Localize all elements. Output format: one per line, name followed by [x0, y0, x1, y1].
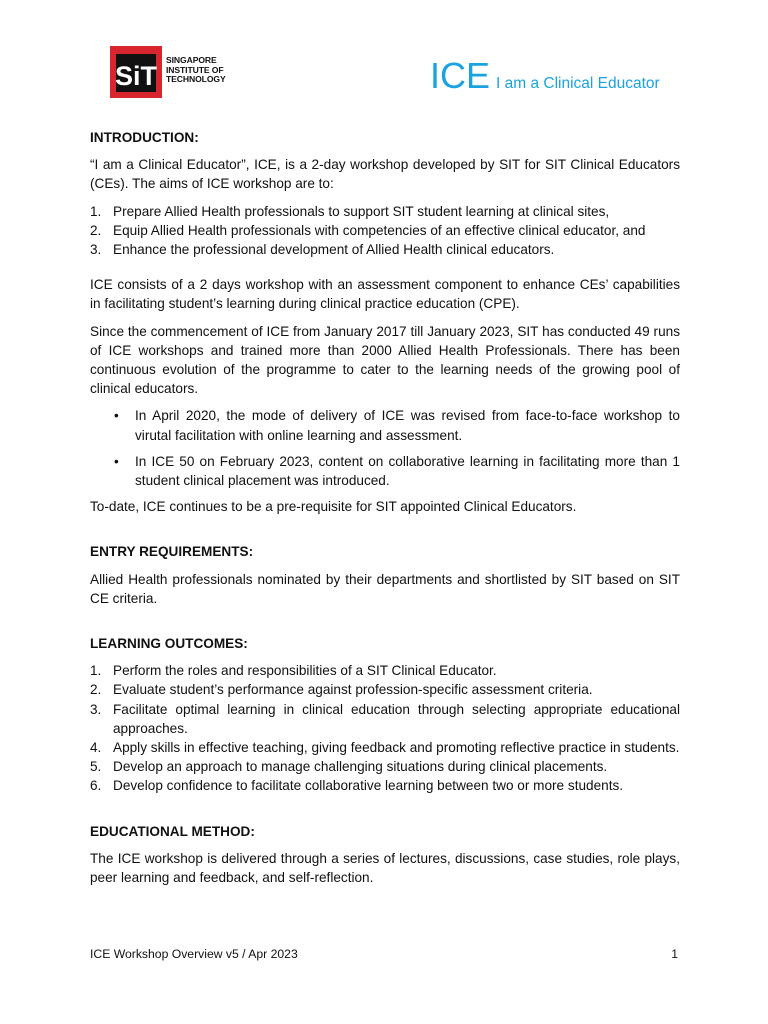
list-text: Enhance the professional development of Allied Health clinical educators. — [113, 242, 555, 258]
introduction-paragraph-2: ICE consists of a 2 days workshop with an assessment component to enhance CEs’ capabilities in facilitating student’s learning during clinical practice education (CPE). — [90, 277, 680, 312]
bullet-icon: • — [114, 453, 119, 469]
list-text: Facilitate optimal learning in clinical education through selecting appropriate educational approaches. — [113, 701, 680, 736]
list-number: 1. — [90, 203, 102, 219]
list-item — [90, 406, 680, 444]
list-number: 5. — [90, 759, 102, 775]
footer-document-label: ICE Workshop Overview v5 / Apr 2023 — [90, 947, 298, 961]
list-text: Apply skills in effective teaching, giving feedback and promoting reflective practice in students. — [113, 740, 680, 756]
logo-wordmark — [166, 56, 226, 85]
list-text: Prepare Allied Health professionals to support SIT student learning at clinical sites, — [113, 203, 610, 219]
list-item — [90, 738, 680, 757]
list-item — [90, 202, 680, 221]
list-item — [90, 757, 680, 776]
list-text: Develop confidence to facilitate collaborative learning between two or more students. — [113, 778, 624, 794]
list-text: In ICE 50 on February 2023, content on collaborative learning in facilitating more than 1 student clinical placement was introduced. — [135, 453, 680, 489]
aims-list — [90, 202, 680, 260]
list-text: In April 2020, the mode of delivery of ICE was revised from face-to-face workshop to virutal facilitation with online learning and assessment. — [135, 408, 680, 443]
list-number: 1. — [90, 663, 102, 679]
list-number: 2. — [90, 682, 102, 698]
list-text: Perform the roles and responsibilities of a SIT Clinical Educator. — [113, 663, 497, 679]
page-footer — [90, 946, 680, 962]
educational-method-heading: EDUCATIONAL METHOD: — [90, 823, 255, 839]
learning-outcomes-heading: LEARNING OUTCOMES: — [90, 636, 248, 652]
document-body — [90, 128, 680, 887]
entry-requirements-heading: ENTRY REQUIREMENTS: — [90, 544, 254, 560]
learning-outcomes-list — [90, 661, 680, 795]
evolution-bullet-list — [90, 406, 680, 490]
list-text: Evaluate student’s performance against profession-specific assessment criteria. — [113, 682, 593, 698]
list-item — [90, 776, 680, 795]
logo-line-2: INSTITUTE OF — [166, 64, 224, 75]
logo-line-1: SINGAPORE — [166, 55, 217, 65]
introduction-heading: INTRODUCTION: — [90, 130, 199, 145]
logo-line-3: TECHNOLOGY — [166, 74, 226, 84]
introduction-paragraph-3: Since the commencement of ICE from January 2017 till January 2023, SIT has conducted 49 runs of ICE workshops and trained more than 2000 Allied Health Professionals. There has been continuous evolution of the programme to cater to the learning needs of the growing pool of clinical educators. — [90, 323, 680, 397]
list-number: 3. — [90, 701, 102, 717]
list-number: 3. — [90, 242, 102, 258]
brand-title: ICE — [430, 55, 491, 96]
sit-logo — [110, 46, 225, 98]
brand-subtitle: I am a Clinical Educator — [496, 75, 660, 92]
list-item — [90, 680, 680, 699]
introduction-paragraph-4: To-date, ICE continues to be a pre-requisite for SIT appointed Clinical Educators. — [90, 499, 577, 515]
list-number: 6. — [90, 778, 102, 794]
page-number: 1 — [671, 947, 678, 961]
list-item — [90, 240, 680, 259]
introduction-paragraph-1: “I am a Clinical Educator”, ICE, is a 2-day workshop developed by SIT for SIT Clinical Educators (CEs). The aims of ICE workshop are to: — [90, 157, 680, 192]
list-item — [90, 700, 680, 738]
educational-method-paragraph: The ICE workshop is delivered through a series of lectures, discussions, case studies, role plays, peer learning and feedback, and self-reflection. — [90, 850, 680, 886]
list-item — [90, 661, 680, 680]
list-item — [90, 221, 680, 240]
list-number: 4. — [90, 740, 102, 756]
bullet-icon: • — [114, 408, 119, 424]
list-text: Develop an approach to manage challenging situations during clinical placements. — [113, 759, 608, 775]
list-item — [90, 452, 680, 490]
logo-initials: SiT — [114, 61, 158, 91]
entry-requirements-paragraph: Allied Health professionals nominated by their departments and shortlisted by SIT based on SIT CE criteria. — [90, 571, 680, 606]
brand-title-block — [430, 56, 660, 96]
sit-logo-mark-icon — [110, 46, 162, 98]
list-text: Equip Allied Health professionals with competencies of an effective clinical educator, and — [113, 222, 646, 238]
list-number: 2. — [90, 222, 102, 238]
